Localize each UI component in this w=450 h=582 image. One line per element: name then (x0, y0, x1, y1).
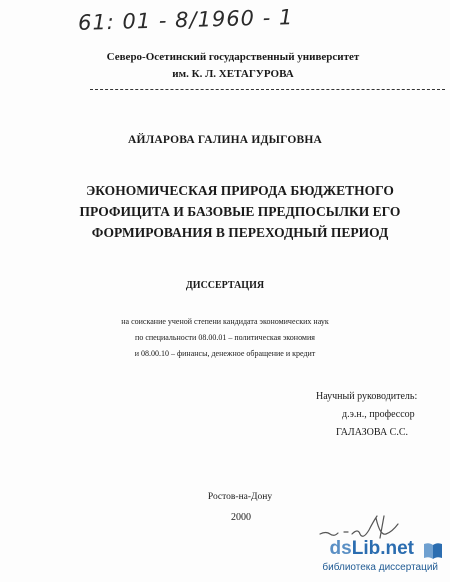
archive-mark: 61: 01 - 8/1960 - 1 (77, 5, 294, 35)
degree-line: и 08.00.10 – финансы, денежное обращение и кредит (134, 349, 316, 358)
title-line: ПРОФИЦИТА И БАЗОВЫЕ ПРЕДПОСЫЛКИ ЕГО (79, 204, 401, 219)
dslib-logo (330, 538, 414, 560)
author-name: АЙЛАРОВА ГАЛИНА ИДЫГОВНА (127, 134, 322, 146)
work-type: ДИССЕРТАЦИЯ (185, 280, 265, 291)
title-line: ЭКОНОМИЧЕСКАЯ ПРИРОДА БЮДЖЕТНОГО (86, 183, 394, 198)
supervisor-rank: д.э.н., профессор (342, 409, 415, 420)
dslib-watermark (254, 538, 444, 578)
university-namesake: им. К. Л. ХЕТАГУРОВА (172, 68, 294, 80)
city: Ростов-на-Дону (207, 492, 273, 502)
header-divider (90, 89, 445, 90)
logo-part-ds: ds (329, 538, 352, 559)
degree-info (0, 314, 450, 362)
book-icon (422, 540, 444, 562)
degree-line: на соискание ученой степени кандидата экономических наук (121, 317, 329, 326)
supervisor-label: Научный руководитель: (316, 391, 418, 402)
degree-line: по специальности 08.00.01 – политическая экономия (135, 333, 315, 342)
watermark-subtitle: библиотека диссертаций (322, 562, 438, 573)
supervisor-name: ГАЛАЗОВА С.С. (336, 427, 409, 438)
dissertation-title (70, 180, 410, 243)
supervisor-block (316, 388, 418, 442)
year: 2000 (231, 512, 251, 523)
university-name: Северо-Осетинский государственный университет (106, 51, 360, 63)
logo-part-lib: Lib.net (351, 538, 414, 559)
title-line: ФОРМИРОВАНИЯ В ПЕРЕХОДНЫЙ ПЕРИОД (91, 225, 389, 240)
